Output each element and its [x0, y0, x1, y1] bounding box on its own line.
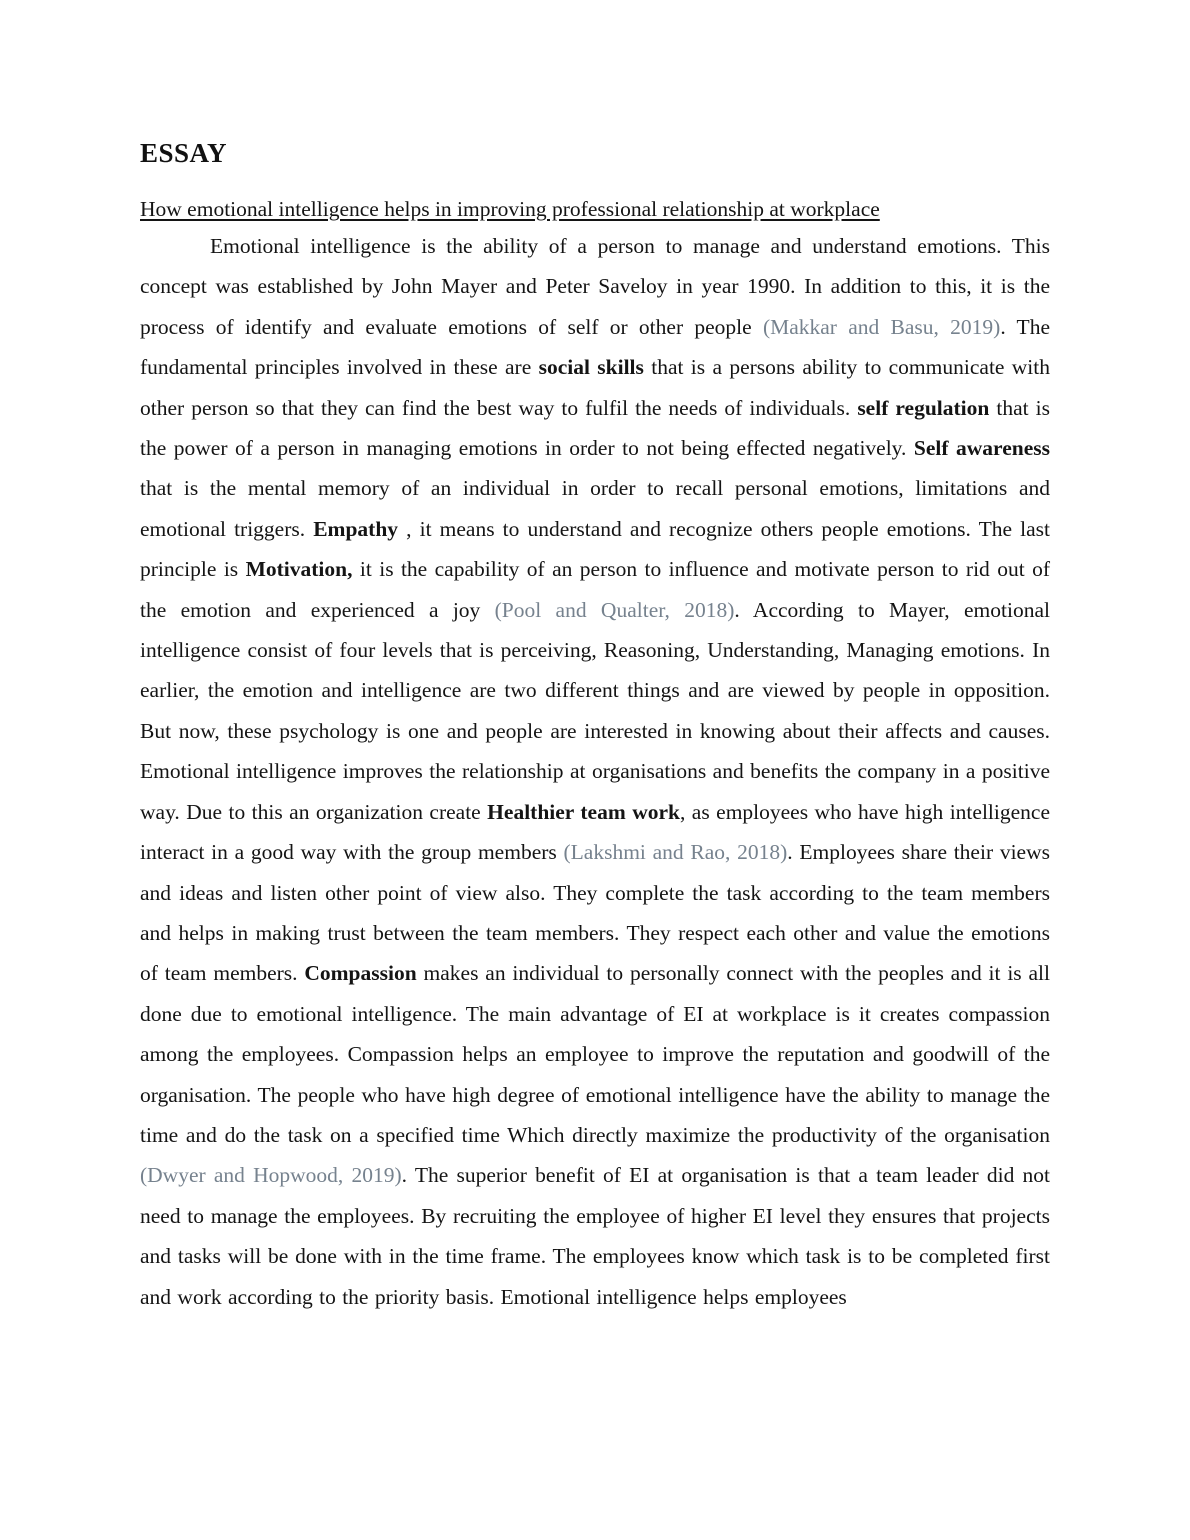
- key-term-bold: Self awareness: [913, 436, 1050, 461]
- citation-reference: (Lakshmi and Rao, 2018): [563, 840, 788, 865]
- body-text: Emotional intelligence is the ability of a person to manage and understand emotions. This concept was established by John Mayer and Peter Saveloy in year 1990. In addition to this, it is the process of identify and evaluate emotions of self or other people: [140, 234, 1050, 339]
- body-text: . The superior benefit of EI at organisation is that a team leader did not need to manage the employees. By recruiting the employee of higher EI level they ensures that projects and tasks will be done with in the time frame. The employees know which task is to be completed first and work according to the priority basis. Emotional intelligence helps employees: [140, 1163, 1050, 1309]
- key-term-bold: Compassion: [304, 961, 417, 986]
- citation-reference: (Pool and Qualter, 2018): [494, 597, 735, 622]
- body-text: , as employees who have high intelligence interact in a good way with the group members: [140, 799, 1050, 865]
- body-text: that is a persons ability to communicate with other person so that they can find the best way to fulfil the needs of individuals.: [140, 355, 1051, 420]
- citation-reference: (Dwyer and Hopwood, 2019): [140, 1163, 402, 1188]
- body-text: . The fundamental principles involved in these are: [140, 314, 1050, 380]
- body-text: that is the mental memory of an individual in order to recall personal emotions, limitations and emotional triggers.: [140, 476, 1050, 541]
- key-term-bold: social skills: [538, 355, 644, 380]
- key-term-bold: Motivation,: [245, 557, 353, 582]
- essay-title: ESSAY: [140, 138, 228, 168]
- body-text: makes an individual to personally connect with the peoples and it is all done due to emotional intelligence. The main advantage of EI at workplace is it creates compassion among the employees. Compassion helps an employee to improve the reputation and goodwill of the organisation. The people who have high degree of emotional intelligence have the ability to manage the time and do the task on a specified time Which directly maximize the productivity of the organisation: [140, 961, 1050, 1147]
- citation-reference: (Makkar and Basu, 2019): [762, 314, 1001, 339]
- body-text: . Employees share their views and ideas and listen other point of view also. They complete the task according to the team members and helps in making trust between the team members. They respect each other and value the emotions of team members.: [140, 840, 1050, 986]
- key-term-bold: self regulation: [857, 395, 990, 420]
- essay-body-paragraph: [140, 226, 1050, 1317]
- body-text: . According to Mayer, emotional intelligence consist of four levels that is perceiving, Reasoning, Understanding, Managing emotions. In earlier, the emotion and intelligence are two different things and are viewed by people in opposition. But now, these psychology is one and people are interested in knowing about their affects and causes. Emotional intelligence improves the relationship at organisations and benefits the company in a positive way. Due to this an organization create: [140, 597, 1050, 824]
- essay-heading: How emotional intelligence helps in improving professional relationship at workplace: [140, 197, 880, 221]
- body-text: it is the capability of an person to influence and motivate person to rid out of the emotion and experienced a joy: [140, 557, 1050, 622]
- key-term-bold: Empathy: [313, 516, 399, 541]
- body-text: , it means to understand and recognize others people emotions. The last principle is: [140, 516, 1050, 582]
- body-text: that is the power of a person in managing emotions in order to not being effected negatively.: [140, 395, 1050, 461]
- key-term-bold: Healthier team work: [487, 799, 680, 824]
